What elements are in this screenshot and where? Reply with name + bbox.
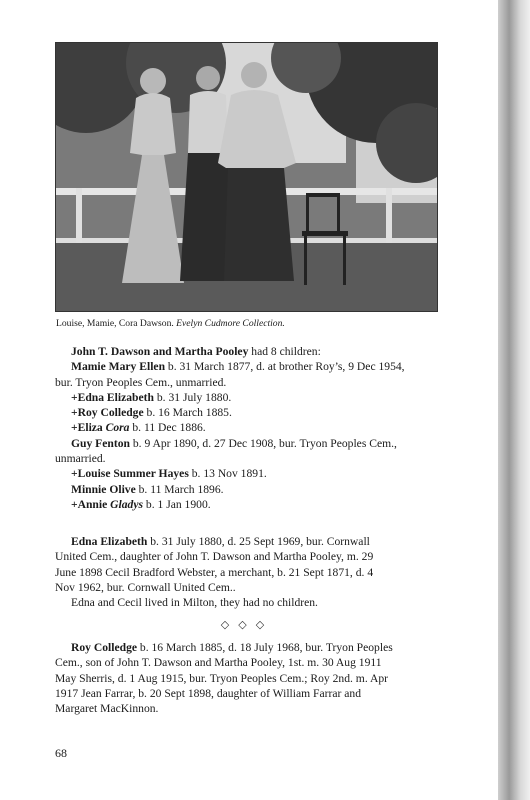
entry-line: Roy Colledge b. 16 March 1885, d. 18 July 1968, bur. Tryon Peoples [71,641,393,654]
list-item: +Annie Gladys b. 1 Jan 1900. [71,497,211,511]
entry-line: Edna and Cecil lived in Milton, they had no children. [71,596,318,610]
page-number: 68 [55,746,67,760]
entry-line: Nov 1962, bur. Cornwall United Cem.. [55,580,236,594]
roy-entry [55,640,439,716]
list-item: +Roy Colledge b. 16 March 1885. [71,406,232,420]
edna-entry [55,534,439,610]
section-separator: ◇◇◇ [220,619,274,631]
list-item: +Edna Elizabeth b. 31 July 1880. [71,390,232,404]
list-item: Minnie Olive b. 11 March 1896. [71,482,224,496]
list-item: unmarried. [55,452,106,466]
list-item: +Louise Summer Hayes b. 13 Nov 1891. [71,467,267,481]
list-item: Mamie Mary Ellen b. 31 March 1877, d. at brother Roy’s, 9 Dec 1954, [71,360,405,374]
entry-line: Cem., son of John T. Dawson and Martha Pooley, 1st. m. 30 Aug 1911 [55,656,382,670]
entry-line: United Cem., daughter of John T. Dawson and Martha Pooley, m. 29 [55,550,374,564]
book-spine-edge [498,0,530,800]
children-heading: John T. Dawson and Martha Pooley had 8 children: [71,345,321,358]
list-item: +Eliza Cora b. 11 Dec 1886. [71,421,206,435]
children-list [55,344,439,512]
entry-line: Edna Elizabeth b. 31 July 1880, d. 25 Sept 1969, bur. Cornwall [71,535,370,548]
entry-line: June 1898 Cecil Bradford Webster, a merchant, b. 21 Sept 1871, d. 4 [55,565,374,579]
caption-text: Louise, Mamie, Cora Dawson. [56,318,177,329]
list-item: Guy Fenton b. 9 Apr 1890, d. 27 Dec 1908, bur. Tryon Peoples Cem., [71,436,397,450]
photo-caption [56,318,436,330]
caption-credit: Evelyn Cudmore Collection. [176,318,285,329]
entry-line: 1917 Jean Farrar, b. 20 Sept 1898, daughter of William Farrar and [55,686,362,700]
entry-line: May Sherris, d. 1 Aug 1915, bur. Tryon Peoples Cem.; Roy 2nd. m. Apr [55,671,389,685]
family-photograph [55,42,438,312]
list-item: bur. Tryon Peoples Cem., unmarried. [55,375,227,389]
entry-line: Margaret MacKinnon. [55,702,159,716]
